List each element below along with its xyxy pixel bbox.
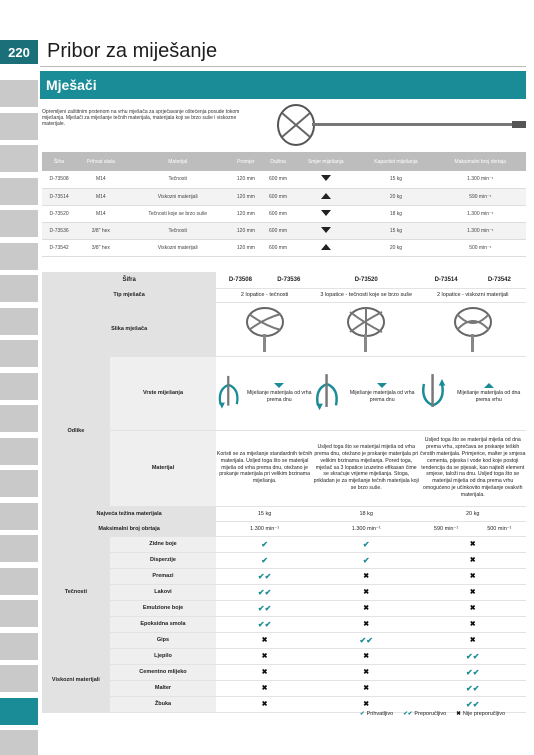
table-cell: 15 kg [357,171,434,188]
double-check-icon: ✔✔ [466,667,480,677]
double-check-icon: ✔✔ [466,683,480,693]
rating-cell [419,600,526,616]
sifra-label: Šifra [42,272,216,288]
rating-cell [313,600,419,616]
table-cell: M14 [76,188,125,205]
table-row [42,188,526,205]
rating-cell [419,632,526,648]
cross-icon: ✖ [363,605,370,612]
table-cell: 500 min⁻¹ [435,239,527,256]
material-row [42,696,526,712]
rating-cell [313,648,419,664]
sidebar-tab[interactable] [0,633,38,660]
sidebar-tab[interactable] [0,665,38,692]
section-banner: Mješači [40,71,526,99]
rpm-cell: 500 min⁻¹ [473,521,526,536]
material-row [42,568,526,584]
column-header: Smjer miješanja [294,152,357,171]
material-row [42,680,526,696]
sidebar-tab[interactable] [0,210,38,237]
material-row [42,664,526,680]
table-cell: D-73508 [42,171,76,188]
sidebar-tab[interactable] [0,243,38,270]
table-cell: 600 mm [262,222,294,239]
table-cell: M14 [76,205,125,222]
double-check-icon: ✔✔ [257,587,272,597]
material-name: Cementno mlijeko [110,664,216,680]
cross-icon: ✖ [469,573,476,580]
table-row [42,222,526,239]
rpm-cell: 590 min⁻¹ [419,521,472,536]
double-check-icon: ✔✔ [359,635,373,645]
rating-cell [313,552,419,568]
cross-icon: ✖ [469,605,476,612]
material-name: Zidne boje [110,536,216,552]
mixing-type-cell: Miješanje materijala od dna prema vrhu [419,356,526,430]
material-name: Malter [110,680,216,696]
material-desc: Usljed toga što se materijal miješa od dna prema vrhu, sprečava se prskanje teških čvrstih materijala. Primjerice, malter je smjesa cementa, pijeska i vode kod koje postoji tendencija da se pijesak, kao najteži element smjese, taloži na dnu. Usljed toga što se materijal miješa od dna prema vrhu omogućeno je učinkovito miješanje ovakvih materijala. [419,430,526,506]
cross-icon: ✖ [261,685,268,692]
legend-item: ✖ Nije preporučljivo [456,711,506,717]
cross-icon: ✖ [363,621,370,628]
odlike-label: Odlike [42,356,110,506]
group-label: Viskozni materijali [42,648,110,712]
table-cell: 120 mm [230,205,262,222]
cross-icon: ✖ [469,557,476,564]
page-number: 220 [0,40,38,64]
table-cell: D-73514 [42,188,76,205]
down-arrow-icon [321,210,331,216]
rating-cell [419,552,526,568]
table-cell: 1.300 min⁻¹ [435,222,527,239]
cross-icon: ✖ [363,685,370,692]
sidebar-tab[interactable] [0,113,38,140]
rating-cell [313,696,419,712]
table-cell: 3/8" hex [76,222,125,239]
table-cell: 1.300 min⁻¹ [435,205,527,222]
column-header: Kapacitet miješanja [357,152,434,171]
column-header: Promjer [230,152,262,171]
rating-cell [313,536,419,552]
materijal-label: Materijal [110,430,216,506]
code-cell: D-73508 [216,272,264,288]
mixing-flow-icon [313,368,341,418]
cross-icon: ✖ [363,701,370,708]
material-name: Gips [110,632,216,648]
material-name: Ljepilo [110,648,216,664]
double-check-icon: ✔✔ [466,699,480,709]
material-row [42,552,526,568]
rating-cell [419,664,526,680]
rpm-cell: 1.300 min⁻¹ [216,521,313,536]
sidebar-tabs [0,80,38,755]
sidebar-tab[interactable] [0,470,38,497]
table-cell: 20 kg [357,188,434,205]
vrste-label: Vrste miješanja [110,356,216,430]
sidebar-tab[interactable] [0,405,38,432]
cross-icon: ✖ [363,669,370,676]
double-check-icon: ✔✔ [466,651,480,661]
weight-cell: 20 kg [419,506,526,521]
material-row [42,648,526,664]
rating-cell [313,680,419,696]
title-divider [40,66,526,67]
check-icon: ✔ [261,555,268,565]
up-arrow-icon [484,383,494,388]
mixing-type-cell: Miješanje materijala od vrha prema dnu [216,356,313,430]
sidebar-tab[interactable] [0,275,38,302]
check-icon: ✔ [362,539,370,549]
table-cell: 20 kg [357,239,434,256]
tip-cell: 3 lopatice - tečnosti koje se brzo suše [313,288,419,302]
tip-cell: 2 lopatice - tečnosti [216,288,313,302]
weight-cell: 15 kg [216,506,313,521]
rpm-cell: 1.300 min⁻¹ [313,521,419,536]
column-header: Materijal [126,152,230,171]
cross-icon: ✖ [469,541,476,548]
sidebar-tab[interactable] [0,308,38,335]
rating-cell [216,600,313,616]
table-cell: 120 mm [230,239,262,256]
down-arrow-icon [321,227,331,233]
tezina-label: Najveća težina materijala [42,506,216,521]
table-cell: 590 min⁻¹ [435,188,527,205]
direction-cell [294,239,357,256]
cross-icon: ✖ [469,637,476,644]
cross-icon: ✖ [261,701,268,708]
tip-cell: 2 lopatice - viskozni materijali [419,288,526,302]
table-cell: 600 mm [262,171,294,188]
cross-icon: ✖ [469,589,476,596]
double-check-icon: ✔✔ [257,603,272,613]
rating-cell [313,632,419,648]
table-cell: M14 [76,171,125,188]
legend-item: ✔✔ Preporučljivo [403,711,447,717]
table-cell: 1.300 min⁻¹ [435,171,527,188]
material-row [42,536,526,552]
table-cell: Viskozni materijali [126,239,230,256]
table-cell: Viskozni materijali [126,188,230,205]
material-name: Epoksidna smola [110,616,216,632]
material-row [42,632,526,648]
sidebar-tab[interactable] [0,438,38,465]
cross-icon: ✖ [456,711,461,717]
mixing-flow-icon [419,368,447,418]
rating-cell [313,584,419,600]
code-cell: D-73520 [313,272,419,288]
material-name: Žbuka [110,696,216,712]
sidebar-tab[interactable] [0,340,38,367]
cross-icon: ✖ [261,653,268,660]
code-cell: D-73536 [265,272,313,288]
table-cell: 3/8" hex [76,239,125,256]
group-label: Tečnosti [42,536,110,648]
page-title: Pribor za miješanje [47,40,218,62]
mixer-photo-3blade [313,302,419,356]
sidebar-tab[interactable] [0,698,38,725]
cross-icon: ✖ [469,621,476,628]
sidebar-tab[interactable] [0,535,38,562]
table-row [42,205,526,222]
spec-table [42,152,526,257]
column-header: Prihvat alata [76,152,125,171]
table-cell: 120 mm [230,222,262,239]
material-row [42,616,526,632]
material-row [42,600,526,616]
table-cell: 600 mm [262,188,294,205]
check-icon: ✔ [261,539,268,549]
material-desc: Usljed toga što se materijal miješa od vrha prema dnu, otežano je prskanje materijala pri velikim brzinama miješanja. Pored toga, mješač sa 3 lopatice izuzetno efikasan čime se skraćuje vrijeme miješanja. Stoga, prikladan je za miješanje tečnih materijala koji se brzo suše. [313,430,419,506]
sidebar-tab[interactable] [0,145,38,172]
rating-cell [216,680,313,696]
column-header: Šifra [42,152,76,171]
rating-cell [419,696,526,712]
intro-text: Opremljeni zaštitnim prstenom na vrhu mješača za sprječavanje oštećenja posude tokom miješanja. Mješači za miješanje tečnih materijala, materijala koji se brzo suše i viskozne materijale. [42,109,240,127]
material-name: Emulzione boje [110,600,216,616]
cross-icon: ✖ [363,589,370,596]
material-name: Disperzije [110,552,216,568]
cross-icon: ✖ [261,637,268,644]
table-cell: 15 kg [357,222,434,239]
double-check-icon: ✔✔ [403,711,413,717]
direction-cell [294,171,357,188]
rating-cell [313,568,419,584]
rating-cell [216,616,313,632]
code-cell: D-73514 [419,272,472,288]
rating-cell [419,536,526,552]
direction-cell [294,205,357,222]
sidebar-tab[interactable] [0,373,38,400]
sidebar-tab[interactable] [0,503,38,530]
rating-cell [216,664,313,680]
sidebar-tab[interactable] [0,568,38,595]
table-row [42,239,526,256]
rating-cell [216,552,313,568]
legend-item: ✔ Prihvatljivo [360,711,394,717]
table-cell: Tečnosti [126,222,230,239]
material-desc: Koristi se za miješanje standardnih tečnih materijala. Usljed toga što se materijal miješa od vrha prema dnu, otežano je prskanje materijala pri velikim brzinama miješanja. [216,430,313,506]
table-row [42,171,526,188]
legend [360,711,505,717]
rating-cell [216,568,313,584]
sidebar-tab[interactable] [0,80,38,107]
table-cell: 120 mm [230,171,262,188]
table-cell: 600 mm [262,239,294,256]
table-cell: 18 kg [357,205,434,222]
code-cell: D-73542 [473,272,526,288]
up-arrow-icon [321,193,331,199]
check-icon: ✔ [360,711,365,717]
obrtaji-label: Maksimalni broj obrtaja [42,521,216,536]
table-cell: 120 mm [230,188,262,205]
material-name: Premazi [110,568,216,584]
down-arrow-icon [377,383,387,388]
material-row [42,584,526,600]
double-check-icon: ✔✔ [257,571,272,581]
rating-cell [419,616,526,632]
table-cell: Tečnosti koje se brzo suše [126,205,230,222]
slika-label: Slika mješača [42,302,216,356]
weight-cell: 18 kg [313,506,419,521]
material-name: Lakovi [110,584,216,600]
rating-cell [419,648,526,664]
sidebar-tab[interactable] [0,600,38,627]
rating-cell [419,680,526,696]
sidebar-tab[interactable] [0,730,38,755]
rating-cell [419,584,526,600]
tip-label: Tip mješača [42,288,216,302]
rating-cell [216,696,313,712]
rating-cell [216,536,313,552]
down-arrow-icon [321,175,331,181]
mixing-flow-icon [216,368,241,418]
double-check-icon: ✔✔ [257,619,272,629]
mixer-photo-viscous [419,302,526,356]
down-arrow-icon [274,383,284,388]
table-cell: D-73536 [42,222,76,239]
sidebar-tab[interactable] [0,178,38,205]
cross-icon: ✖ [363,653,370,660]
column-header: Dužina [262,152,294,171]
mixer-photo-2blade [216,302,313,356]
rating-cell [216,632,313,648]
comparison-table [42,272,526,713]
cross-icon: ✖ [363,573,370,580]
table-cell: Tečnosti [126,171,230,188]
rating-cell [313,664,419,680]
column-header: Maksimalni broj obrtaja [435,152,527,171]
rating-cell [419,568,526,584]
rating-cell [216,584,313,600]
direction-cell [294,222,357,239]
rating-cell [216,648,313,664]
direction-cell [294,188,357,205]
rating-cell [313,616,419,632]
table-cell: 600 mm [262,205,294,222]
check-icon: ✔ [362,555,370,565]
mixing-type-cell: Miješanje materijala od vrha prema dnu [313,356,419,430]
up-arrow-icon [321,244,331,250]
mixer-image [268,101,528,149]
table-cell: D-73520 [42,205,76,222]
table-cell: D-73542 [42,239,76,256]
cross-icon: ✖ [261,669,268,676]
